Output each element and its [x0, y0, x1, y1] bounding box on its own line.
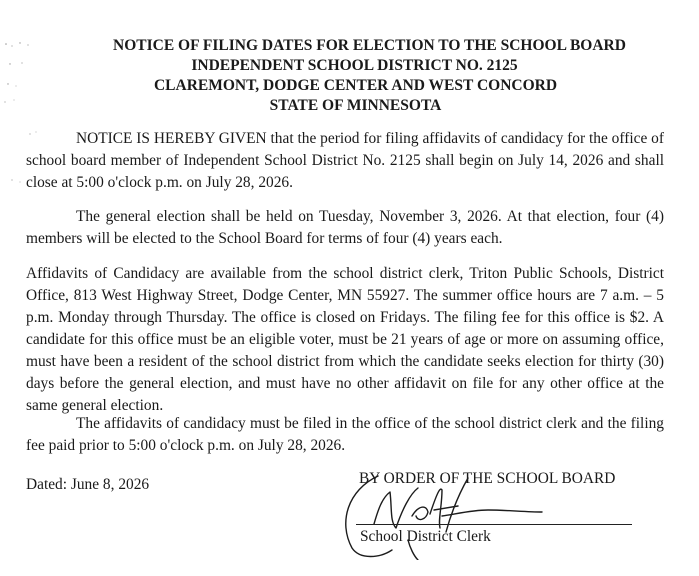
paragraph-filing-deadline: The affidavits of candidacy must be filed in the office of the school district clerk and the filing fee paid prior to 5:00 o'clock p.m. on July 28, 2026. — [26, 415, 664, 454]
heading-line-3: CLAREMONT, DODGE CENTER AND WEST CONCORD — [153, 77, 558, 94]
notice-heading — [0, 36, 699, 116]
dated-line: Dated: June 8, 2026 — [26, 476, 150, 493]
paragraph-affidavits-availability: Affidavits of Candidacy are available from the school district clerk, Triton Public Schools, District Office, 813 West Highway Street, Dodge Center, MN 55927. The summer office hours are 7 a.m. – 5 p.m. Monday through Thursday. The office is closed on Fridays. The filing fee for this office is $2. A candidate for this office must be an eligible voter, must be 21 years of age or more on assuming office, must have been a resident of the school district from which the candidate seeks election for thirty (30) days before the general election, and must have no other affidavit on file for any other office at the same general election. — [26, 265, 664, 414]
order-of-board: BY ORDER OF THE SCHOOL BOARD — [359, 470, 616, 487]
heading-line-2: INDEPENDENT SCHOOL DISTRICT NO. 2125 — [191, 57, 518, 74]
handwritten-signature — [330, 470, 590, 560]
school-district-clerk: School District Clerk — [360, 528, 491, 545]
paragraph-general-election: The general election shall be held on Tuesday, November 3, 2026. At that election, four (4) members will be elected to the School Board for terms of four (4) years each. — [26, 208, 664, 247]
heading-line-4: STATE OF MINNESOTA — [269, 97, 442, 114]
heading-line-1: NOTICE OF FILING DATES FOR ELECTION TO THE SCHOOL BOARD — [113, 37, 626, 54]
signature-line — [356, 524, 632, 525]
paragraph-filing-period: NOTICE IS HEREBY GIVEN that the period for filing affidavits of candidacy for the office of school board member of Independent School District No. 2125 shall begin on July 14, 2026 and shall close at 5:00 o'clock p.m. on July 28, 2026. — [26, 130, 664, 191]
